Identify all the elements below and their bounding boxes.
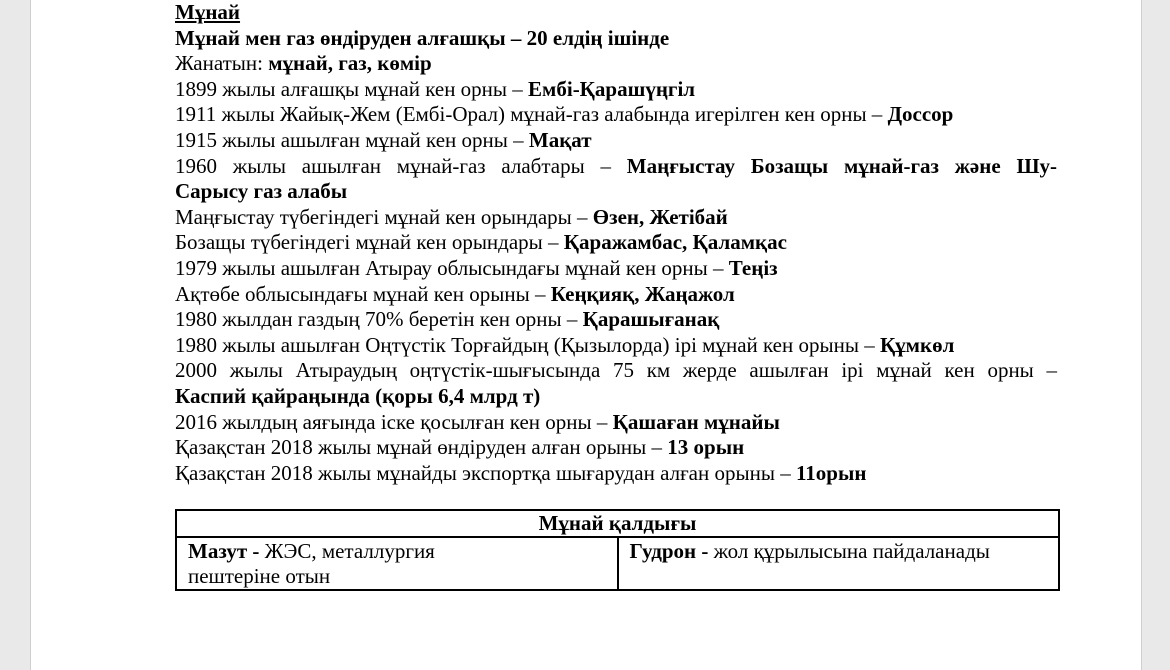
table-cell-mazut: Мазут - ЖЭС, металлургия пештеріне отын: [176, 537, 618, 590]
text-line: Қазақстан 2018 жылы мұнай өндіруден алған орыны – 13 орын: [175, 435, 745, 460]
text-line: 2016 жылдың аяғында іске қосылған кен орны – Қашаған мұнайы: [175, 409, 780, 434]
text-line: Жанатын: мұнай, газ, көмір: [175, 51, 432, 76]
text-line: Мұнай мен газ өндіруден алғашқы – 20 елдің ішінде: [175, 25, 670, 50]
text-line-continuation: Сарысу газ алабы: [175, 179, 348, 204]
text-line: 1960 жылы ашылған мұнай-газ алабтары – Маңғыстау Бозащы мұнай-газ және Шу-: [175, 153, 1058, 178]
text-line: Ақтөбе облысындағы мұнай кен орыны – Кеңқияқ, Жаңажол: [175, 281, 735, 306]
text-line: 1979 жылы ашылған Атырау облысындағы мұнай кен орны – Теңіз: [175, 255, 778, 280]
text-line: 1915 жылы ашылған мұнай кен орны – Мақат: [175, 127, 592, 152]
table-cell-gudron: Гудрон - жол құрылысына пайдаланады: [618, 537, 1060, 590]
document-body: [175, 0, 1057, 486]
text-line: Бозащы түбегіндегі мұнай кен орындары – Қаражамбас, Қаламқас: [175, 230, 787, 255]
text-line: 2000 жылы Атыраудың оңтүстік-шығысында 75 км жерде ашылған ірі мұнай кен орны –: [175, 358, 1057, 383]
table-header: Мұнай қалдығы: [176, 510, 1059, 537]
text-line: Қазақстан 2018 жылы мұнайды экспортқа шығарудан алған орыны – 11орын: [175, 460, 867, 485]
residues-table: [175, 509, 1060, 591]
text-line: 1899 жылы алғашқы мұнай кен орны – Ембі-Қарашүңгіл: [175, 76, 696, 101]
text-line: 1980 жылы ашылған Оңтүстік Торғайдың (Қызылорда) ірі мұнай кен орыны – Құмкөл: [175, 332, 955, 357]
text-line: 1980 жылдан газдың 70% беретін кен орны – Қарашығанақ: [175, 307, 720, 332]
text-line: Маңғыстау түбегіндегі мұнай кен орындары – Өзен, Жетібай: [175, 204, 728, 229]
text-line: 1911 жылы Жайық-Жем (Ембі-Орал) мұнай-газ алабында игерілген кен орны – Доссор: [175, 102, 954, 127]
section-title: Мұнай: [175, 0, 241, 24]
text-line-continuation: Каспий қайраңында (қоры 6,4 млрд т): [175, 383, 541, 408]
